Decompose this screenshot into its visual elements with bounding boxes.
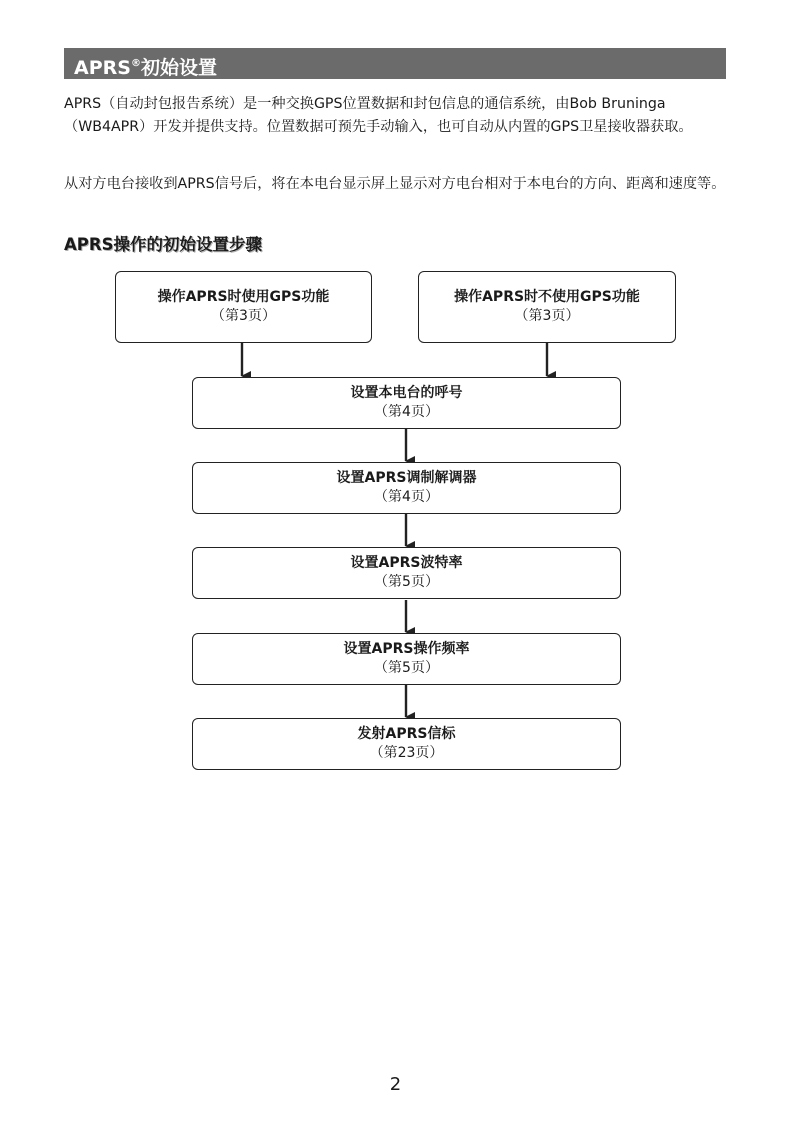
intro-paragraph-2: 从对方电台接收到APRS信号后，将在本电台显示屏上显示对方电台相对于本电台的方向、距离和速度等。 (64, 176, 726, 192)
box-without-gps-page: （第3页） (514, 308, 580, 324)
step-page: （第4页） (374, 404, 439, 420)
box-with-gps-title: 操作APRS时使用GPS功能 (157, 289, 330, 305)
title-rest: 初始设置 (140, 57, 217, 79)
box-with-gps-page: （第3页） (211, 308, 276, 324)
box-without-gps-title: 操作APRS时不使用GPS功能 (454, 289, 640, 305)
step-title: 发射APRS信标 (357, 726, 456, 742)
registered-mark: ® (130, 58, 141, 69)
box-without-gps (418, 271, 676, 343)
step-box-baud-rate (192, 547, 621, 599)
title-main: APRS (74, 57, 131, 79)
step-box-frequency (192, 633, 621, 685)
step-title: 设置APRS调制解调器 (336, 470, 477, 486)
step-box-modem (192, 462, 621, 514)
section-heading: APRS操作的初始设置步骤 (64, 235, 262, 254)
page-number: 2 (389, 1074, 402, 1095)
step-page: （第23页） (369, 745, 444, 761)
intro-paragraph-1: APRS（自动封包报告系统）是一种交换GPS位置数据和封包信息的通信系统，由Bob Bruninga（WB4APR）开发并提供支持。位置数据可预先手动输入，也可自动从内置的GPS卫星接收器获取。 (64, 96, 693, 135)
step-page: （第4页） (374, 489, 439, 505)
box-with-gps (115, 271, 372, 343)
step-box-callsign (192, 377, 621, 429)
step-page: （第5页） (374, 574, 439, 590)
step-page: （第5页） (374, 660, 439, 676)
step-title: 设置本电台的呼号 (350, 385, 463, 401)
step-title: 设置APRS操作频率 (343, 641, 470, 657)
step-box-beacon (192, 718, 621, 770)
step-title: 设置APRS波特率 (350, 555, 463, 571)
